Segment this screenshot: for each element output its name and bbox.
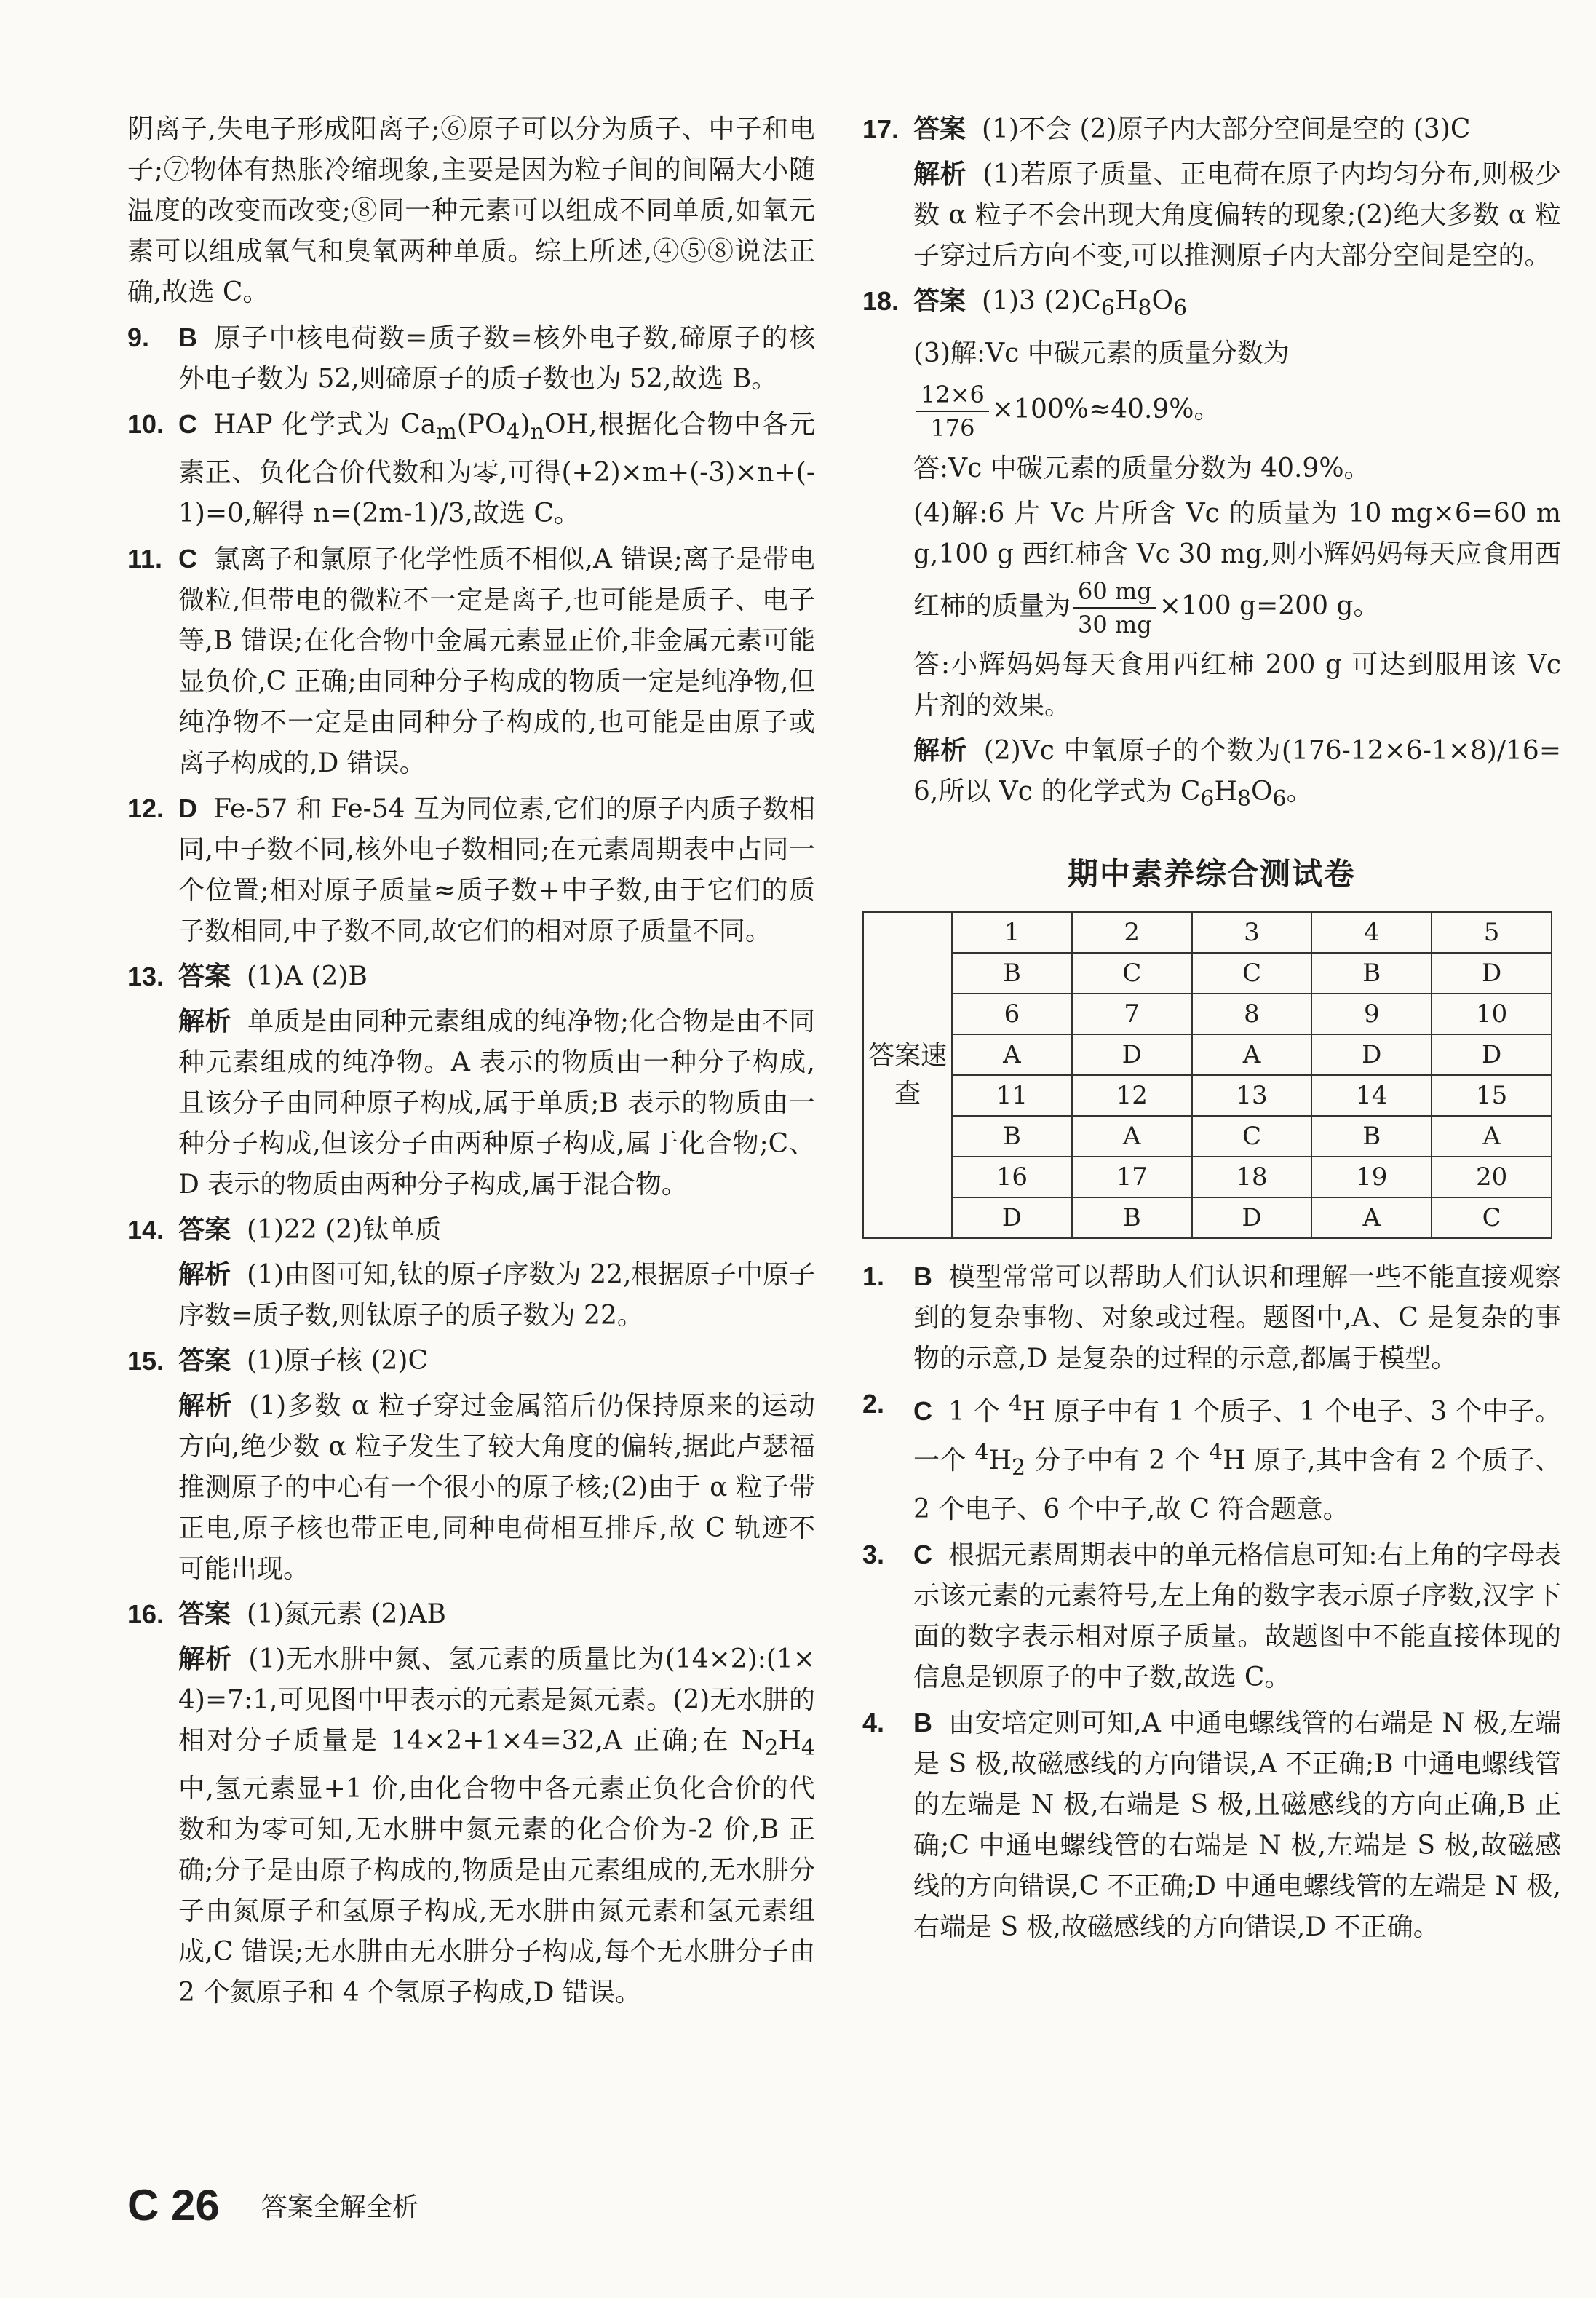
answer-label: 答案 [913,286,966,316]
solution-answer: 答:Vc 中碳元素的质量分数为 40.9%。 [913,453,1370,484]
table-cell: A [1192,1034,1312,1075]
table-cell: D [1192,1197,1312,1238]
item-number: 18. [862,286,900,316]
table-cell: A [952,1034,1072,1075]
table-cell: 4 [1311,912,1432,953]
answer-quick-check-table [862,911,1552,1239]
analysis-text: (1)若原子质量、正电荷在原子内均匀分布,则极少数 α 粒子不会出现大角度偏转的现象;(2)绝大多数 α 粒子穿过后方向不变,可以推测原子内大部分空间是空的。 [913,159,1561,271]
item-number: 10. [127,409,164,439]
superscript: 4 [1209,1440,1223,1466]
fraction [916,379,989,444]
analysis-text: (1)由图可知,钛的原子序数为 22,根据原子中原子序数=质子数,则钛原子的质子数为 22。 [178,1260,815,1331]
table-cell: B [952,953,1072,994]
item-number: 16. [127,1599,164,1630]
table-row [863,1157,1552,1197]
item-number: 3. [862,1539,885,1569]
subscript: 2 [1012,1455,1026,1481]
subscript: 6 [1100,296,1115,322]
answer-text: H [1115,286,1138,316]
solution-text: ×100 g=200 g。 [1159,591,1380,622]
answer-label: 答案 [178,1599,231,1630]
explanation-text: Fe-57 和 Fe-54 互为同位素,它们的原子内质子数相同,中子数不同,核外电子数相同;在元素周期表中占同一个位置;相对原子质量≈质子数+中子数,由于它们的质子数相同,中子数不同,故它们的相对原子质量不同。 [178,794,815,947]
table-cell: B [1311,1116,1432,1157]
analysis-text: 单质是由同种元素组成的纯净物;化合物是由不同种元素组成的纯净物。A 表示的物质由一种分子构成,且该分子由同种原子构成,属于单质;B 表示的物质由一种分子构成,但该分子由两种原子构成,属于化合物;C、D 表示的物质由两种分子构成,属于混合物。 [178,1007,815,1200]
table-cell: A [1432,1116,1552,1157]
table-row [863,1075,1552,1116]
answer-text: (1)不会 (2)原子内大部分空间是空的 (3)C [982,114,1471,144]
explanation-text: HAP 化学式为 Ca [213,410,437,440]
explanation-text: 原子中核电荷数=质子数=核外电子数,碲原子的核外电子数为 52,则碲原子的质子数也为 52,故选 B。 [178,323,815,394]
answer-text: (1)3 (2)C [982,286,1101,316]
table-cell: B [952,1116,1072,1157]
answer-item-16 [127,1594,815,2013]
table-cell: 11 [952,1075,1072,1116]
explanation-text: 氯离子和氯原子化学性质不相似,A 错误;离子是带电微粒,但带电的微粒不一定是离子,也可能是质子、电子等,B 错误;在化合物中金属元素显正价,非金属元素可能显负价,C 正确;由同种分子构成的物质一定是纯净物,但纯净物不一定是由同种分子构成的,也可能是由原子或离子构成的,D 错误。 [178,544,815,779]
answer-text: (1)A (2)B [247,962,368,992]
answer-item-12 [127,788,815,952]
table-cell: 2 [1072,912,1192,953]
fraction-numerator: 60 mg [1073,575,1156,609]
answer-item-17 [862,109,1561,277]
page-number: C 26 [127,2181,220,2230]
section-title: 期中素养综合测试卷 [1067,856,1356,892]
analysis-text: H [778,1726,801,1756]
table-cell: C [1072,953,1192,994]
answer-item-18 [862,281,1561,820]
item-number: 2. [862,1389,885,1419]
analysis-text: (1)多数 α 粒子穿过金属箔后仍保持原来的运动方向,绝少数 α 粒子发生了较大角度的偏转,据此卢瑟福推测原子的中心有一个很小的原子核;(2)由于 α 粒子带正电,原子核也带正电,同种电荷相互排斥,故 C 轨迹不可能出现。 [178,1391,815,1585]
explanation-text: 模型常常可以帮助人们认识和理解一些不能直接观察到的复杂事物、对象或过程。题图中,A、C 是复杂的事物的示意,D 是复杂的过程的示意,都属于模型。 [913,1262,1561,1374]
answer-text: O [1151,286,1174,316]
answer-letter: C [178,409,197,439]
table-cell: 6 [952,994,1072,1034]
answer-item-e3 [862,1534,1561,1698]
table-cell: C [1192,953,1312,994]
table-cell: 16 [952,1157,1072,1197]
answer-letter: D [178,793,197,824]
answer-item-13 [127,956,815,1205]
table-cell: A [1072,1116,1192,1157]
analysis-text: O [1250,777,1273,807]
fraction [1073,575,1156,641]
table-cell: 10 [1432,994,1552,1034]
table-cell: C [1432,1197,1552,1238]
superscript: 4 [974,1440,989,1466]
explanation-text: (PO [456,410,507,440]
table-cell: 7 [1072,994,1192,1034]
answer-item-10 [127,404,815,534]
table-cell: 19 [1311,1157,1432,1197]
table-row [863,1116,1552,1157]
solution-line: (3)解:Vc 中碳元素的质量分数为 [913,338,1290,369]
analysis-label: 解析 [913,736,968,766]
answer-item-e1 [862,1256,1561,1379]
subscript: 6 [1173,296,1188,322]
table-row [863,1034,1552,1075]
item-number: 14. [127,1215,164,1245]
subscript: 6 [1200,786,1215,812]
table-cell: 5 [1432,912,1552,953]
item-number: 15. [127,1346,164,1376]
subscript: n [530,419,544,445]
answer-letter: C [913,1396,932,1427]
answer-text: (1)氮元素 (2)AB [247,1599,446,1630]
answer-item-11 [127,539,815,784]
explanation-text: H 原子中有 1 个质子、1 个电子、3 个中子。一个 [913,1397,1561,1476]
superscript: 4 [1008,1391,1023,1417]
table-cell: 1 [952,912,1072,953]
subscript: 8 [1138,296,1152,322]
left-column [127,109,815,2018]
answer-text: (1)原子核 (2)C [247,1346,428,1376]
footer-title: 答案全解全析 [261,2192,418,2222]
item-number: 1. [862,1261,885,1292]
table-cell: 15 [1432,1075,1552,1116]
explanation-text: 由安培定则可知,A 中通电螺线管的右端是 N 极,左端是 S 极,故磁感线的方向错误,A 不正确;B 中通电螺线管的左端是 N 极,右端是 S 极,且磁感线的方向正确,B 正确;C 中通电螺线管的右端是 N 极,左端是 S 极,故磁感线的方向错误,C 不正确;D 中通电螺线管的左端是 N 极,右端是 S 极,故磁感线的方向错误,D 不正确。 [913,1708,1561,1942]
right-column [862,109,1561,1952]
subscript: m [436,419,457,445]
analysis-text: 中,氢元素显+1 价,由化合物中各元素正负化合价的代数和为零可知,无水肼中氮元素的化合价为-2 价,B 正确;分子是由原子构成的,物质是由元素组成的,无水肼分子由氮原子和氢原子构成,无水肼由氮元素和氢元素组成,C 错误;无水肼由无水肼分子构成,每个无水肼分子由 2 个氮原子和 4 个氢原子构成,D 错误。 [178,1774,815,2008]
explanation-text: H [988,1446,1012,1476]
explanation-text: OH,根据化合物中各元素正、负化合价代数和为零,可得(+2)×m+(-3)×n+(-1)=0,解得 n=(2m-1)/3,故选 C。 [178,410,815,529]
answer-label: 答案 [178,1346,231,1376]
table-cell: 9 [1311,994,1432,1034]
answer-item-9 [127,317,815,400]
answer-label: 答案 [178,1215,231,1245]
analysis-label: 解析 [178,1260,231,1291]
answer-item-15 [127,1341,815,1590]
answer-label: 答案 [178,962,231,992]
item-number: 13. [127,962,164,992]
item-number: 11. [127,544,163,574]
answer-letter: B [913,1707,932,1738]
table-cell: 18 [1192,1157,1312,1197]
answer-letter: C [913,1539,932,1569]
table-cell: D [1432,1034,1552,1075]
table-cell: 13 [1192,1075,1312,1116]
subscript: 4 [506,419,520,445]
answer-text: (1)22 (2)钛单质 [247,1215,442,1245]
explanation-text: H 原子,其中含有 2 个质子、2 个电子、6 个中子,故 C 符合题意。 [913,1446,1561,1524]
continuation-text: 阴离子,失电子形成阳离子;⑥原子可以分为质子、中子和电子;⑦物体有热胀冷缩现象,主要是因为粒子间的间隔大小随温度的改变而改变;⑧同一种元素可以组成不同单质,如氧元素可以组成氧气和臭氧两种单质。综上所述,④⑤⑧说法正确,故选 C。 [127,114,815,307]
explanation-text: 分子中有 2 个 [1025,1446,1210,1476]
analysis-text: 。 [1286,777,1313,807]
subscript: 4 [801,1735,815,1762]
table-cell: B [1311,953,1432,994]
table-row [863,953,1552,994]
table-cell: D [1072,1034,1192,1075]
table-cell: 12 [1072,1075,1192,1116]
item-number: 12. [127,793,164,824]
table-cell: 8 [1192,994,1312,1034]
explanation-text: 根据元素周期表中的单元格信息可知:右上角的字母表示该元素的元素符号,左上角的数字表示原子序数,汉字下面的数字表示相对原子质量。故题图中不能直接体现的信息是钡原子的中子数,故选 C。 [913,1540,1561,1692]
answer-letter: B [913,1261,932,1292]
analysis-text: (2)Vc 中氧原子的个数为(176-12×6-1×8)/16=6,所以 Vc 的化学式为 C [913,736,1561,807]
fraction-denominator: 176 [930,414,975,443]
table-head-label: 答案速查 [863,912,952,1238]
analysis-label: 解析 [178,1644,233,1675]
subscript: 6 [1272,786,1287,812]
answer-item-14 [127,1210,815,1336]
table-cell: D [1432,953,1552,994]
table-row [863,1197,1552,1238]
item-number: 9. [127,322,150,352]
answer-label: 答案 [913,114,966,144]
explanation-text: 1 个 [948,1397,1009,1427]
analysis-text: H [1214,777,1237,807]
analysis-text: (1)无水肼中氮、氢元素的质量比为(14×2):(1×4)=7:1,可见图中甲表示的元素是氮元素。(2)无水肼的相对分子质量是 14×2+1×4=32,A 正确;在 N [178,1644,815,1756]
solution-answer: 答:小辉妈妈每天食用西红柿 200 g 可达到服用该 Vc 片剂的效果。 [913,650,1561,721]
table-cell: 14 [1311,1075,1432,1116]
subscript: 8 [1236,786,1251,812]
analysis-label: 解析 [178,1391,234,1422]
subscript: 2 [764,1735,779,1762]
answer-item-e4 [862,1703,1561,1948]
table-row [863,912,1552,953]
explanation-text: ) [520,410,531,440]
analysis-label: 解析 [913,159,967,189]
analysis-label: 解析 [178,1007,232,1037]
fraction-denominator: 30 mg [1078,611,1152,639]
table-cell: A [1311,1197,1432,1238]
table-cell: 17 [1072,1157,1192,1197]
solution-text: ×100%≈40.9%。 [991,395,1220,425]
solution-text: (4)解:6 片 Vc 片所含 Vc 的质量为 10 mg×6=60 mg,100 g 西红柿含 Vc 30 mg,则小辉妈妈每天应食用西红柿的质量为 [913,499,1561,622]
fraction-numerator: 12×6 [916,379,989,412]
page-footer [127,2180,418,2230]
answer-item-e2 [862,1384,1561,1529]
item-number: 4. [862,1707,885,1738]
table-cell: 3 [1192,912,1312,953]
table-cell: D [952,1197,1072,1238]
table-cell: D [1311,1034,1432,1075]
table-cell: 20 [1432,1157,1552,1197]
table-row [863,994,1552,1034]
answer-letter: B [178,322,197,352]
answer-letter: C [178,544,197,574]
table-cell: B [1072,1197,1192,1238]
item-number: 17. [862,114,900,144]
table-cell: C [1192,1116,1312,1157]
